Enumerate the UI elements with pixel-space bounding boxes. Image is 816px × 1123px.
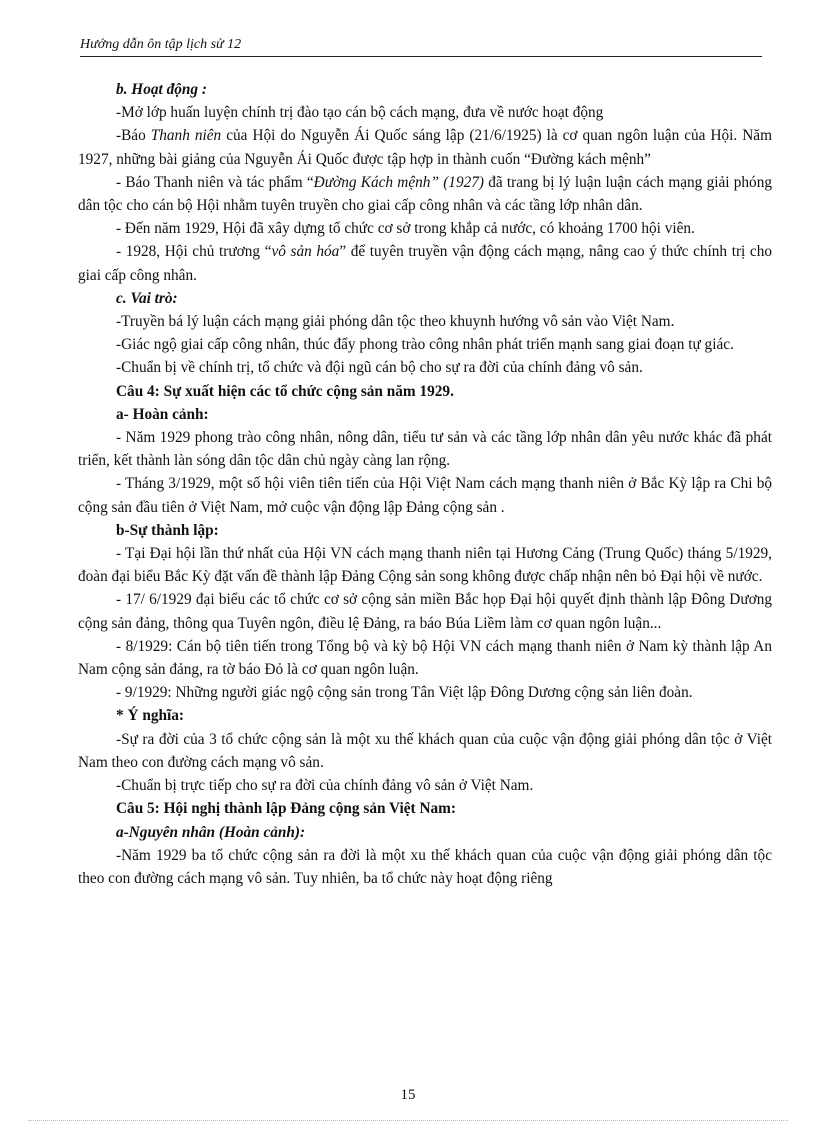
paragraph xyxy=(78,240,772,286)
paragraph: - 8/1929: Cán bộ tiên tiến trong Tổng bộ và kỳ bộ Hội VN cách mạng thanh niên ở Nam kỳ thành lập An Nam cộng sản đảng, ra tờ báo Đỏ là cơ quan ngôn luận. xyxy=(78,637,772,679)
italic-text: vô sản hóa xyxy=(271,243,340,261)
text-run: -Báo xyxy=(116,127,151,145)
text-run: - Báo Thanh niên và tác phẩm “ xyxy=(116,173,314,191)
paragraph: - Năm 1929 phong trào công nhân, nông dân, tiểu tư sản và các tầng lớp nhân dân yêu nước khác đã phát triển, kết thành làn sóng dân tộc dân chủ ngày càng lan rộng. xyxy=(78,429,772,470)
paragraph: - Tháng 3/1929, một số hội viên tiên tiến của Hội Việt Nam cách mạng thanh niên ở Bắc Kỳ lập ra Chi bộ cộng sản đầu tiên ở Việt Nam, mở cuộc vận động lập Đảng cộng sản . xyxy=(78,475,772,516)
paragraph: -Sự ra đời của 3 tổ chức cộng sản là một xu thế khách quan của cuộc vận động giải phóng dân tộc ở Việt Nam theo con đường cách mạng vô sản. xyxy=(78,730,772,771)
paragraph xyxy=(78,124,772,170)
subheading-significance: * Ý nghĩa: xyxy=(116,707,184,725)
paragraph: - 17/ 6/1929 đại biểu các tổ chức cơ sở cộng sản miền Bắc họp Đại hội quyết định thành lập Đông Dương cộng sản đảng, thông qua Tuyên ngôn, điều lệ Đảng, ra báo Búa Liềm làm cơ quan ngôn luận... xyxy=(78,591,772,632)
paragraph: -Chuẩn bị trực tiếp cho sự ra đời của chính đảng vô sản ở Việt Nam. xyxy=(116,777,534,795)
text-run: của Hội do Nguyễn Ái Quốc sáng lập (21/6/1925) là cơ quan ngôn luận của Hội. Năm 1927, những bài giảng của Nguyễn Ái Quốc được tập hợp in thành cuốn “Đường kách mệnh” xyxy=(78,127,772,168)
paragraph: -Truyền bá lý luận cách mạng giải phóng dân tộc theo khuynh hướng vô sản vào Việt Nam. xyxy=(116,313,675,331)
footer-divider xyxy=(28,1120,788,1121)
subheading-cause: a-Nguyên nhân (Hoàn cảnh): xyxy=(116,823,306,841)
subheading-a: a- Hoàn cảnh: xyxy=(116,405,209,423)
paragraph: - Đến năm 1929, Hội đã xây dựng tổ chức cơ sở trong khắp cả nước, có khoảng 1700 hội viên. xyxy=(116,220,695,238)
page-header xyxy=(80,36,762,57)
paragraph: -Giác ngộ giai cấp công nhân, thúc đẩy phong trào công nhân phát triển mạnh sang giai đoạn tự giác. xyxy=(116,336,734,354)
paragraph: - Tại Đại hội lần thứ nhất của Hội VN cách mạng thanh niên tại Hương Cảng (Trung Quốc) tháng 5/1929, đoàn đại biểu Bắc Kỳ đặt vấn đề thành lập Đảng Cộng sản song không được chấp nhận nên bỏ Đại hội về nước. xyxy=(78,545,772,586)
page-number: 15 xyxy=(400,1087,416,1103)
italic-text: Thanh niên xyxy=(150,127,222,145)
document-body xyxy=(78,78,772,890)
text-run: đã trang bị lý luận luận cách mạng giải phóng dân tộc cho cán bộ Hội nhằm tuyên truyền cho giai cấp công nhân và các tầng lớp nhân dân. xyxy=(78,173,772,215)
paragraph xyxy=(78,171,772,217)
document-title: Hướng dẫn ôn tập lịch sử 12 xyxy=(80,37,242,52)
paragraph: -Chuẩn bị về chính trị, tổ chức và đội ngũ cán bộ cho sự ra đời của chính đảng vô sản. xyxy=(116,359,643,377)
section-heading-c xyxy=(78,287,772,310)
question-heading-4: Câu 4: Sự xuất hiện các tổ chức cộng sản năm 1929. xyxy=(116,382,454,400)
paragraph: -Năm 1929 ba tổ chức cộng sản ra đời là một xu thế khách quan của cuộc vận động giải phóng dân tộc theo con đường cách mạng vô sản. Tuy nhiên, ba tổ chức này hoạt động riêng xyxy=(78,846,772,887)
heading-text: c. Vai trò: xyxy=(116,289,178,307)
italic-text: Đường Kách mệnh” (1927) xyxy=(313,173,484,191)
subheading-b: b-Sự thành lập: xyxy=(116,521,219,539)
question-heading-5: Câu 5: Hội nghị thành lập Đảng cộng sản Việt Nam: xyxy=(116,800,456,818)
paragraph: - 9/1929: Những người giác ngộ cộng sản trong Tân Việt lập Đông Dương cộng sản liên đoàn. xyxy=(116,684,693,702)
section-heading-b: b. Hoạt động : xyxy=(116,81,207,98)
text-run: ” để tuyên truyền vận động cách mạng, nâng cao ý thức chính trị cho giai cấp công nhân. xyxy=(78,243,772,284)
paragraph: -Mở lớp huấn luyện chính trị đào tạo cán bộ cách mạng, đưa về nước hoạt động xyxy=(116,104,604,122)
text-run: - 1928, Hội chủ trương “ xyxy=(116,243,272,261)
